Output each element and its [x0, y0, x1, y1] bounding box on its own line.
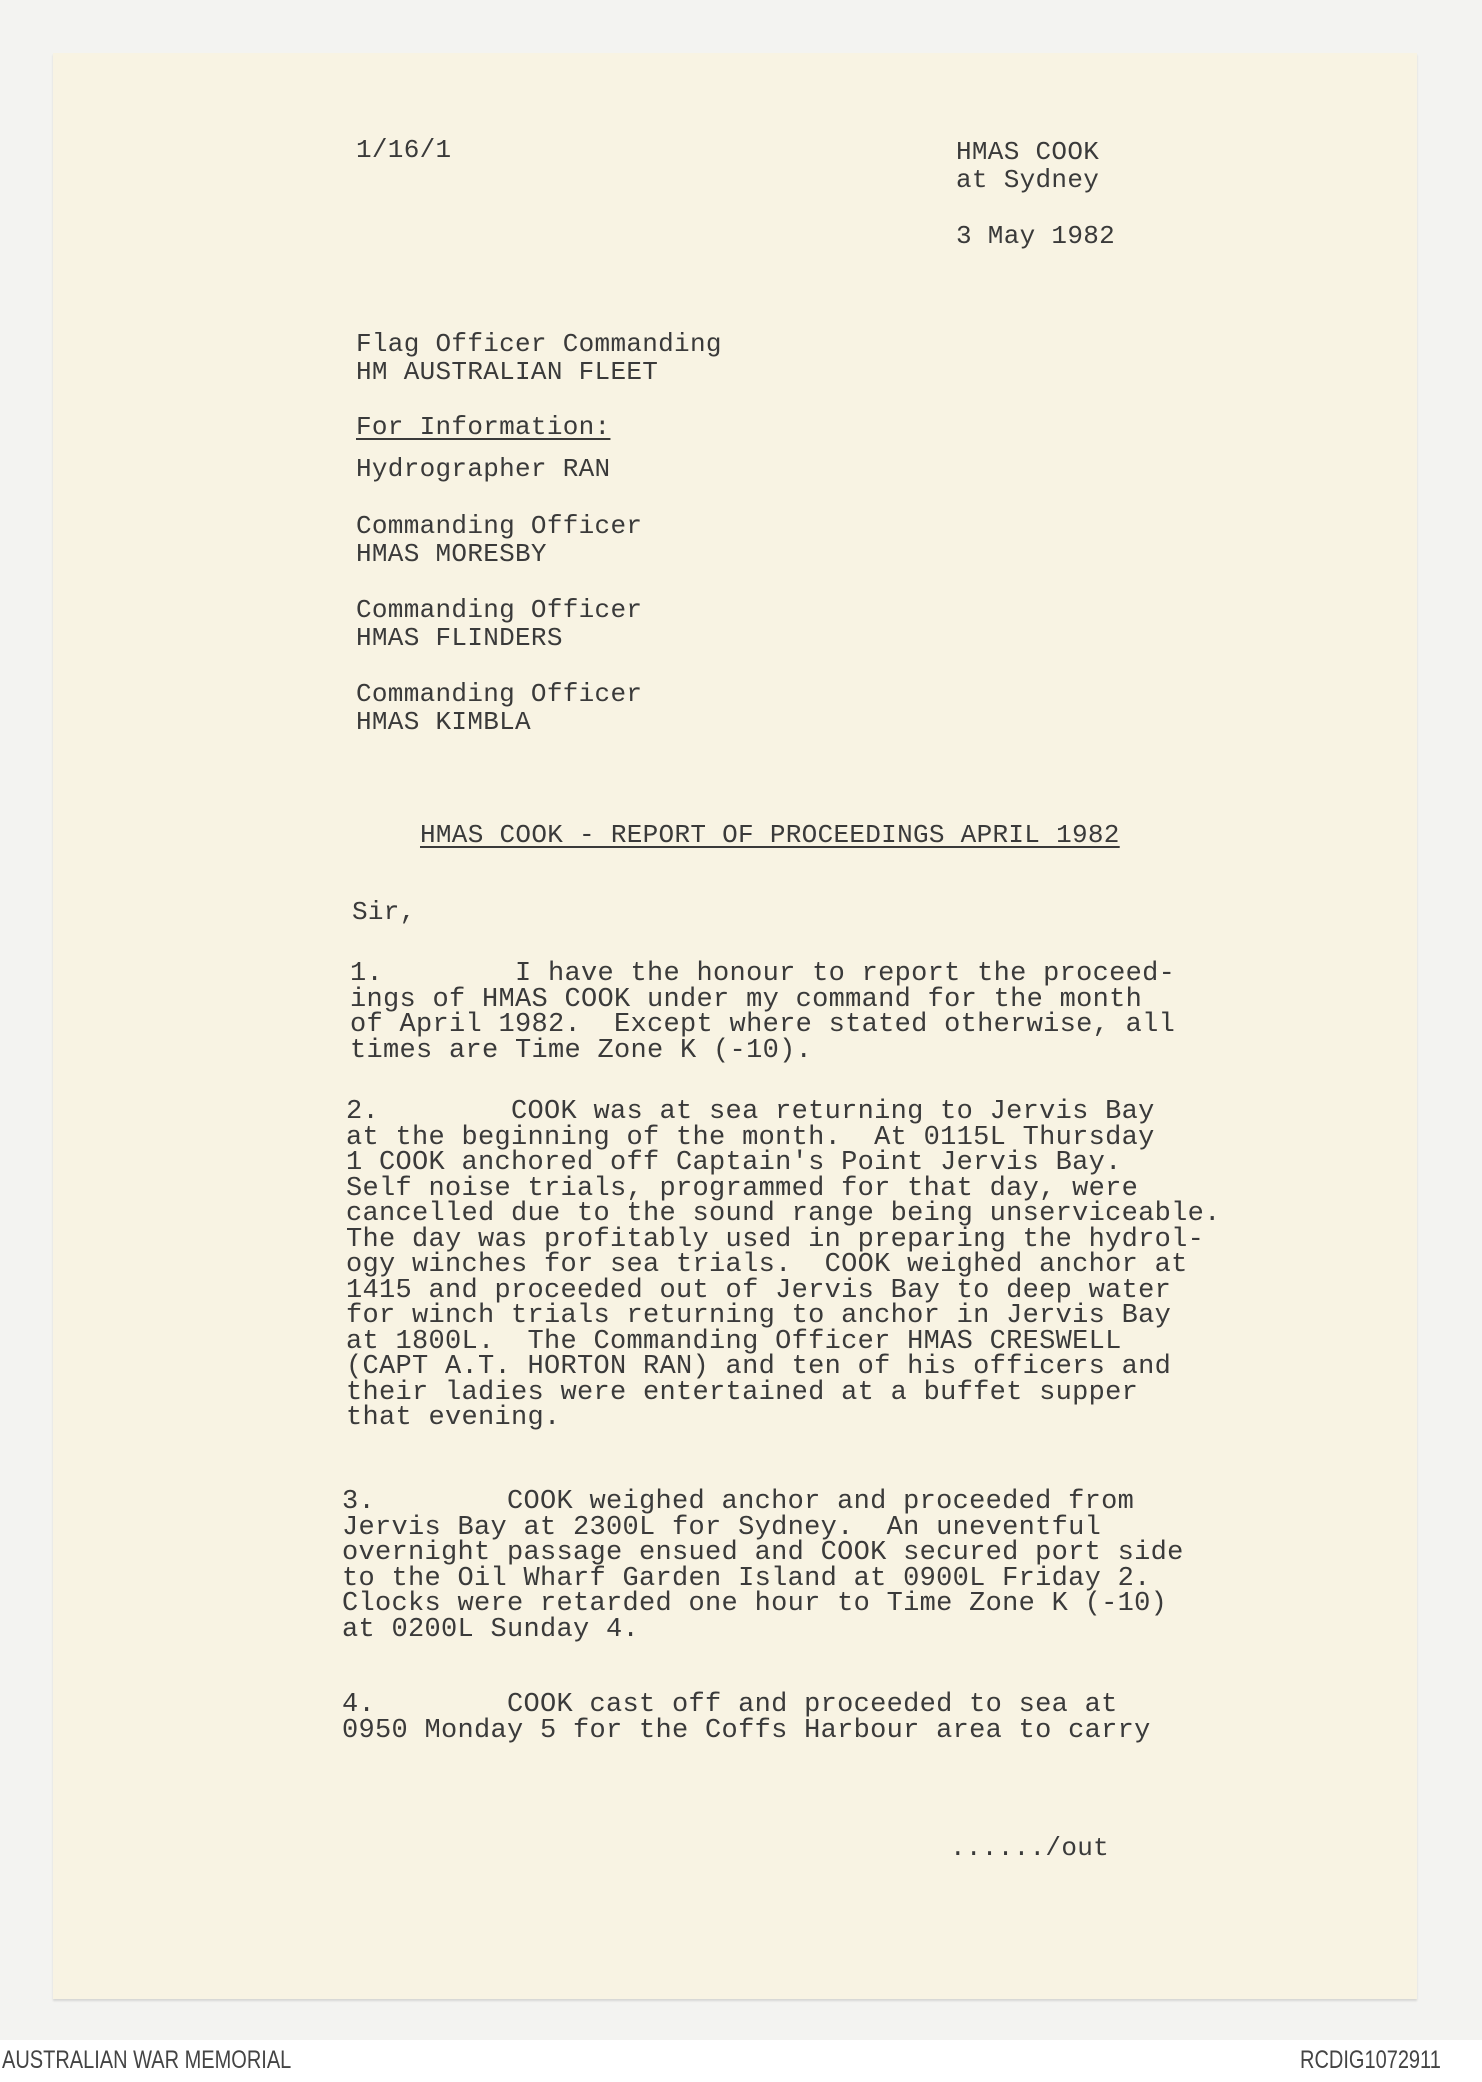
paragraph-line: at the beginning of the month. At 0115L Thursday: [346, 1122, 1155, 1153]
recipient-line: Commanding Officer: [356, 679, 643, 709]
paragraph-3: [342, 1487, 1184, 1645]
info-recipient: [356, 680, 642, 736]
paragraph-line: 4. COOK cast off and proceeded to sea at: [342, 1690, 1118, 1720]
paragraph-1: [350, 959, 1176, 1066]
paragraph-line: 2. COOK was at sea returning to Jervis Bay: [346, 1097, 1155, 1127]
sender-block: [956, 138, 1099, 194]
recipient-line: HMAS FLINDERS: [356, 623, 563, 653]
paragraph-line: ogy winches for sea trials. COOK weighed anchor at: [346, 1250, 1188, 1280]
paragraph-line: overnight passage ensued and COOK secured port side: [342, 1538, 1184, 1568]
footer-archive-name: AUSTRALIAN WAR MEMORIAL: [2, 2046, 292, 2074]
paragraph-line: their ladies were entertained at a buffet supper: [346, 1377, 1139, 1408]
footer-record-id: RCDIG1072911: [1300, 2046, 1441, 2074]
paragraph-line: cancelled due to the sound range being unserviceable.: [346, 1199, 1221, 1229]
recipient-line: HMAS KIMBLA: [356, 707, 531, 737]
paragraph-line: at 1800L. The Commanding Officer HMAS CRESWELL: [346, 1326, 1122, 1357]
paragraph-line: The day was profitably used in preparing the hydrol-: [346, 1224, 1205, 1255]
addressee-line: HM AUSTRALIAN FLEET: [356, 357, 659, 387]
paragraph-line: at 0200L Sunday 4.: [342, 1614, 640, 1645]
info-recipient: [356, 455, 610, 483]
paragraph-line: 0950 Monday 5 for the Coffs Harbour area to carry: [342, 1715, 1151, 1746]
paragraph-line: of April 1982. Except where stated otherwise, all: [350, 1010, 1176, 1040]
paragraph-2: [346, 1097, 1221, 1433]
paragraph-line: that evening.: [346, 1403, 561, 1433]
paragraph-line: ings of HMAS COOK under my command for the month: [350, 984, 1143, 1015]
paragraph-line: 3. COOK weighed anchor and proceeded from: [342, 1487, 1135, 1517]
recipient-line: Hydrographer RAN: [356, 454, 611, 484]
paragraph-line: Clocks were retarded one hour to Time Zone K (-10): [342, 1589, 1168, 1619]
salutation: Sir,: [352, 897, 416, 927]
paragraph-line: 1415 and proceeded out of Jervis Bay to deep water: [346, 1275, 1172, 1306]
sender-location: at Sydney: [956, 165, 1100, 195]
paragraph-line: (CAPT A.T. HORTON RAN) and ten of his officers and: [346, 1352, 1172, 1382]
recipient-line: HMAS MORESBY: [356, 539, 547, 569]
continuation-marker: ....../out: [950, 1833, 1110, 1863]
info-recipient: [356, 512, 642, 568]
sender-ship: HMAS COOK: [956, 137, 1100, 167]
paragraph-line: to the Oil Wharf Garden Island at 0900L Friday 2.: [342, 1563, 1151, 1594]
paragraph-line: Jervis Bay at 2300L for Sydney. An uneventful: [342, 1512, 1102, 1543]
for-information-label: For Information:: [356, 412, 611, 442]
recipient-line: Commanding Officer: [356, 595, 643, 625]
info-recipient: [356, 596, 642, 652]
paragraph-line: for winch trials returning to anchor in Jervis Bay: [346, 1301, 1172, 1331]
file-reference: 1/16/1: [356, 135, 452, 165]
report-title: HMAS COOK - REPORT OF PROCEEDINGS APRIL 1982: [420, 820, 1120, 850]
paragraph-line: 1. I have the honour to report the proceed-: [350, 959, 1176, 989]
addressee-line: Flag Officer Commanding: [356, 329, 722, 359]
addressee: [356, 330, 722, 386]
letter-date: 3 May 1982: [956, 221, 1116, 251]
paragraph-line: Self noise trials, programmed for that day, were: [346, 1173, 1139, 1204]
paragraph-line: 1 COOK anchored off Captain's Point Jervis Bay.: [346, 1148, 1122, 1178]
paragraph-line: times are Time Zone K (-10).: [350, 1035, 813, 1066]
recipient-line: Commanding Officer: [356, 511, 643, 541]
paragraph-4: [342, 1690, 1151, 1746]
